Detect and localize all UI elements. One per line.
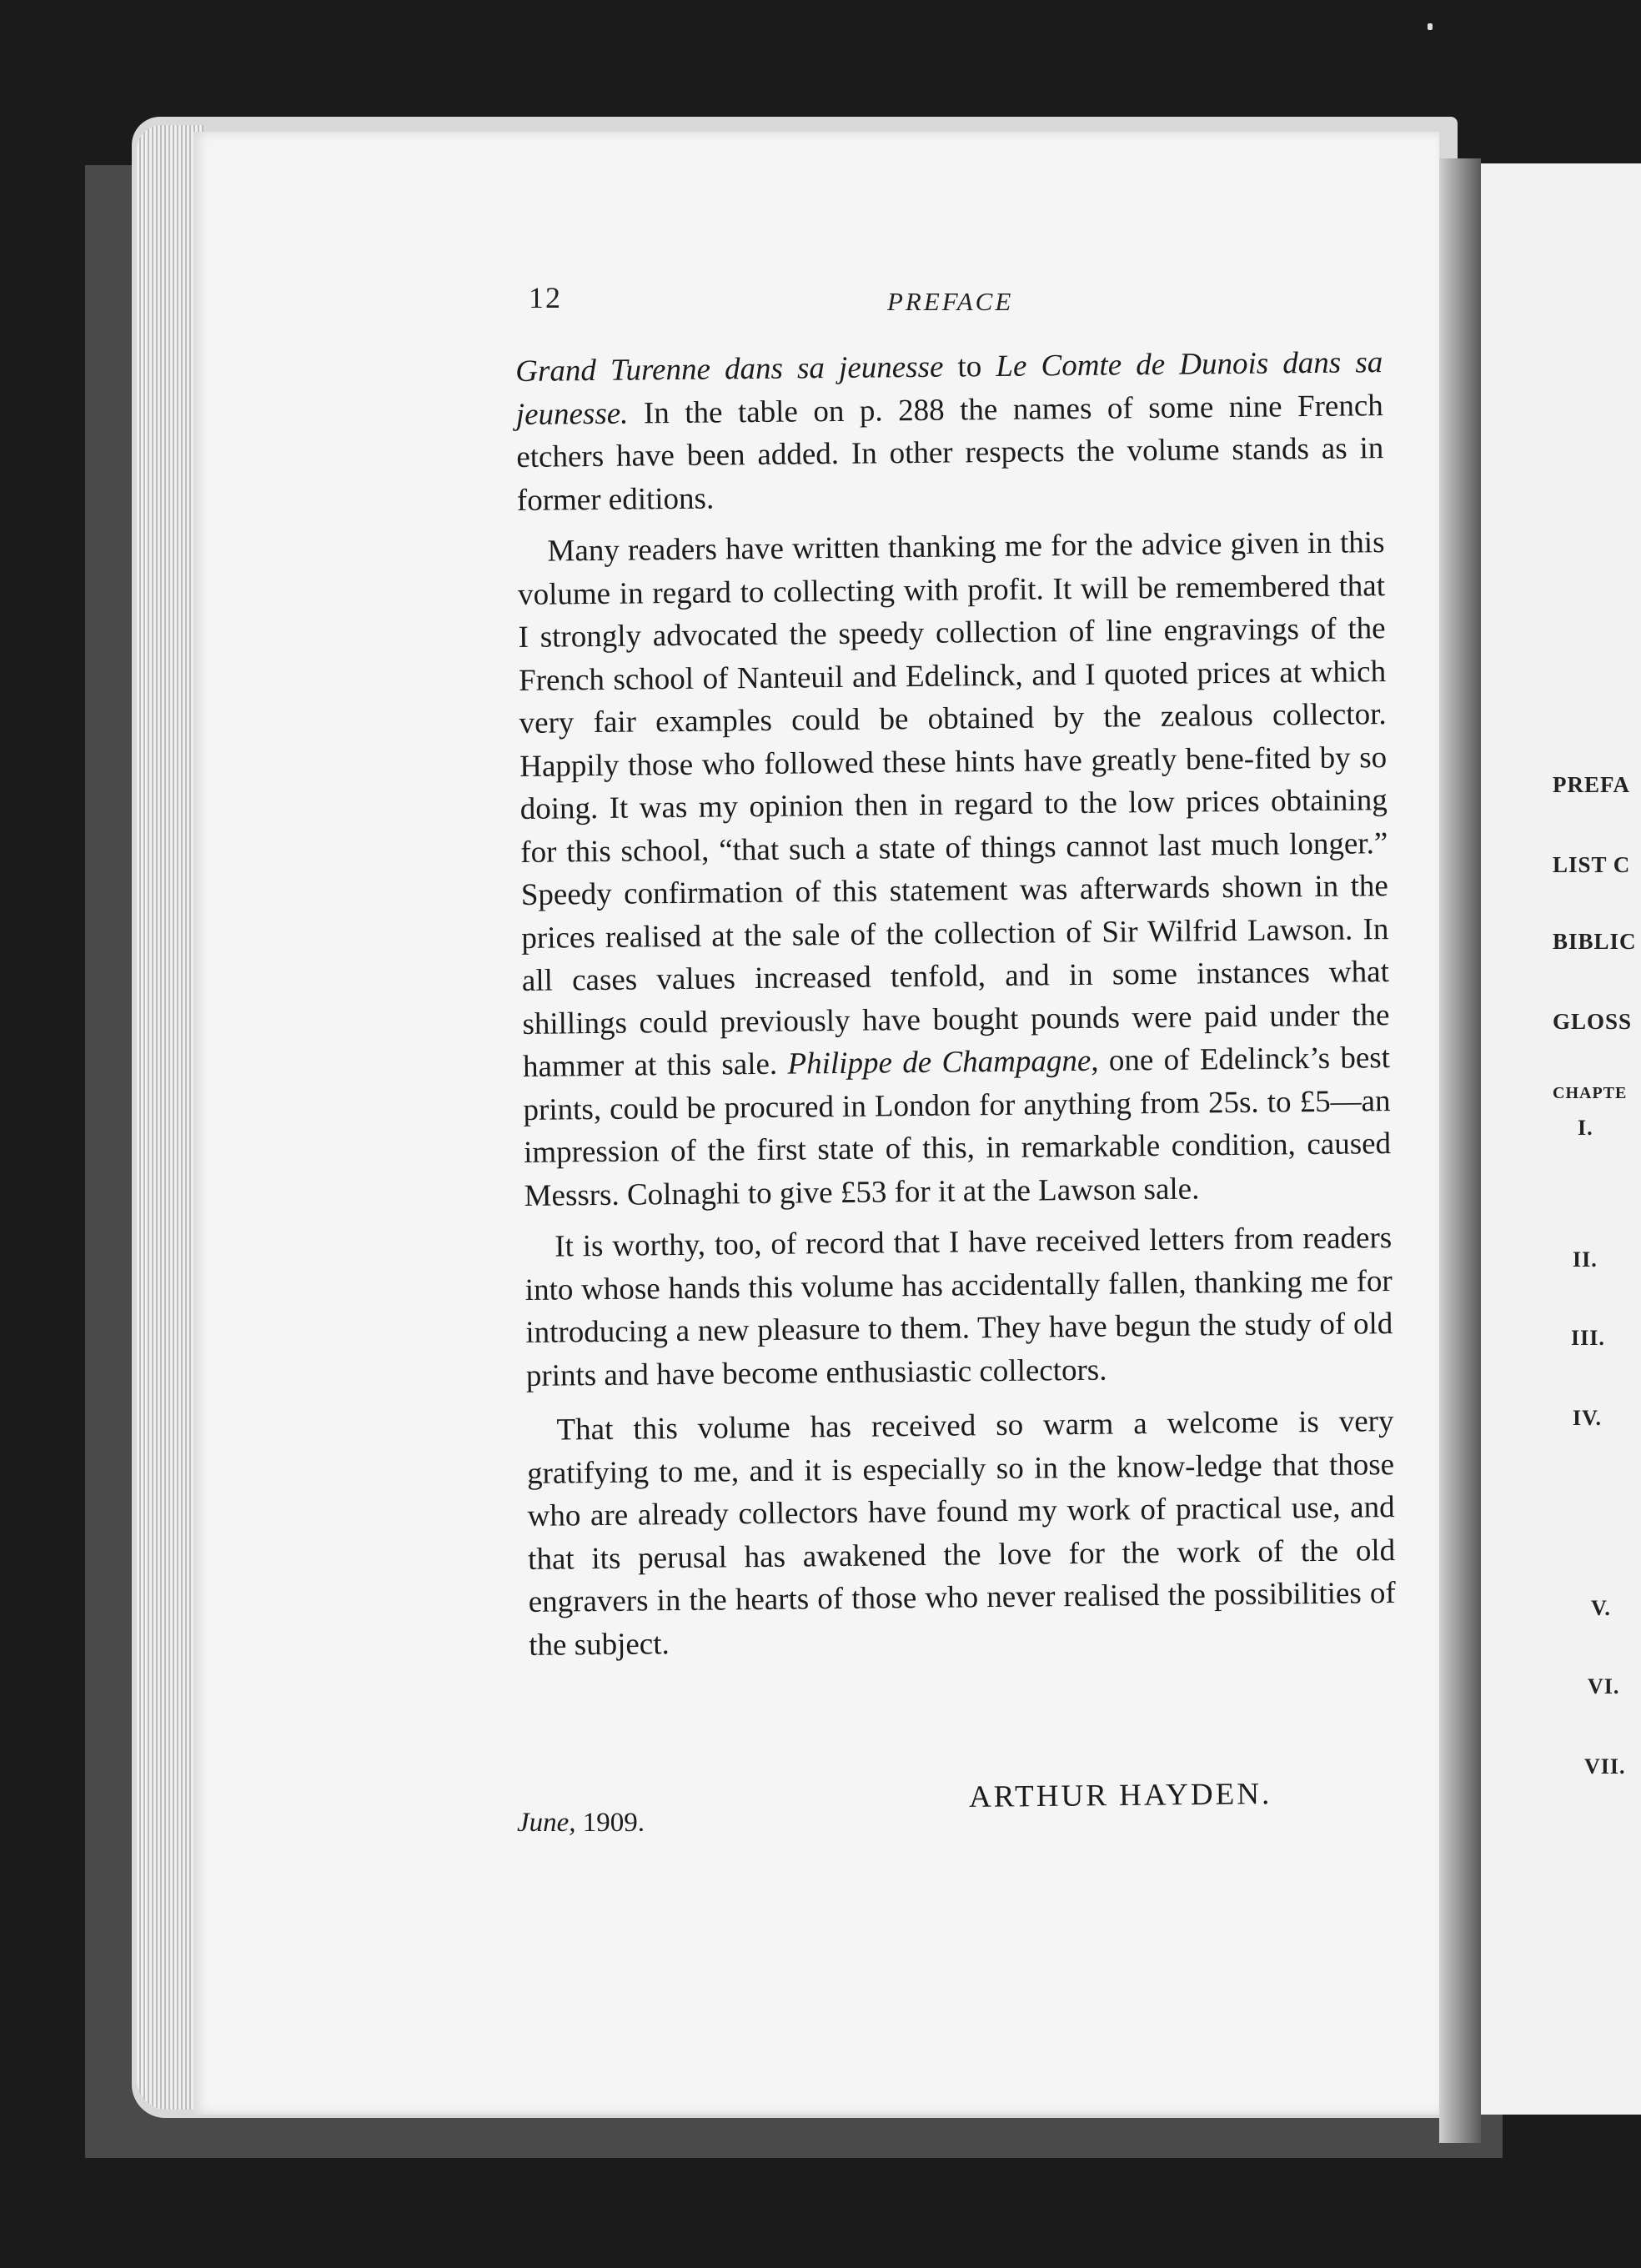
author-signature: ARTHUR HAYDEN. [968, 1777, 1272, 1814]
italic-text-run: Le Comte de Dunois dans sa jeunesse. [515, 345, 1383, 432]
italic-text-run: Philippe de Champagne, [787, 1043, 1099, 1081]
dateline [517, 1808, 645, 1839]
text-run: It is worthy, too, of record that I have received letters from readers into whose hands this volume has accidentally fallen, thanking me for introducing a new pleasure to them. They have begun the study of old prints and have become enthusiastic collectors. [524, 1221, 1393, 1393]
toc-entry-fragment: VII. [1584, 1754, 1626, 1779]
toc-entry-fragment: BIBLIC [1553, 929, 1637, 954]
toc-entry-fragment: CHAPTE [1553, 1084, 1628, 1102]
page-number: 12 [529, 281, 562, 314]
toc-entry-fragment: VI. [1588, 1674, 1620, 1698]
book-gutter [1439, 158, 1481, 2143]
toc-entry-fragment: GLOSS [1553, 1009, 1633, 1034]
paragraph [524, 1217, 1393, 1397]
text-run: That this volume has received so warm a welcome is very gratifying to me, and it is especially so in the know-ledge that those who are already collectors have found my work of practical use, and that its perusal has awakened the love for the work of the old engravers in the hearts of those who never realised the possibilities of the subject. [526, 1404, 1396, 1663]
date-month: June, [517, 1808, 576, 1838]
paragraph [515, 341, 1384, 522]
toc-entry-fragment: II. [1573, 1247, 1598, 1272]
dust-speck [1428, 23, 1433, 30]
paragraph [517, 521, 1392, 1217]
toc-entry-fragment: V. [1591, 1596, 1611, 1620]
text-run: In the table on p. 288 the names of some nine French etchers have been added. In other respects the volume stands as in former editions. [516, 388, 1384, 518]
running-head: PREFACE [887, 287, 1014, 316]
date-year: 1909. [582, 1808, 645, 1838]
preface-body [515, 341, 1396, 1667]
paragraph [526, 1400, 1396, 1667]
text-run: one of Edelinck’s best prints, could be procured in London for anything from 25s. to £5—an impression of the first state of this, in remarkable condition, caused Messrs. Colnaghi to give £53 for it at the Lawson sale. [523, 1041, 1392, 1213]
toc-entry-fragment: LIST C [1553, 852, 1631, 877]
toc-entry-fragment: III. [1571, 1326, 1605, 1350]
text-run: Many readers have written thanking me for the advice given in this volume in regard to collecting with profit. It will be remembered that I strongly advocated the speedy collection of line engravings of the French school of Nanteuil and Edelinck, and I quoted prices at which very fair examples could be obtained by the zealous collector. Happily those who followed these hints have greatly bene-fited by so doing. It was my opinion then in regard to the low prices obtaining for this school, “that such a state of things cannot last much longer.” Speedy confirmation of this statement was afterwards shown in the prices realised at the sale of the collection of Sir Wilfrid Lawson. In all cases values increased tenfold, and in some instances what shillings could previously have bought pounds were paid under the hammer at this sale. [517, 525, 1390, 1084]
contents-fragment [1553, 0, 1641, 2268]
toc-entry-fragment: IV. [1573, 1406, 1603, 1430]
italic-text-run: Grand Turenne dans sa jeunesse [515, 349, 944, 389]
text-run: to [943, 349, 996, 384]
toc-entry-fragment: PREFA [1553, 772, 1630, 797]
toc-entry-fragment: I. [1578, 1116, 1593, 1140]
